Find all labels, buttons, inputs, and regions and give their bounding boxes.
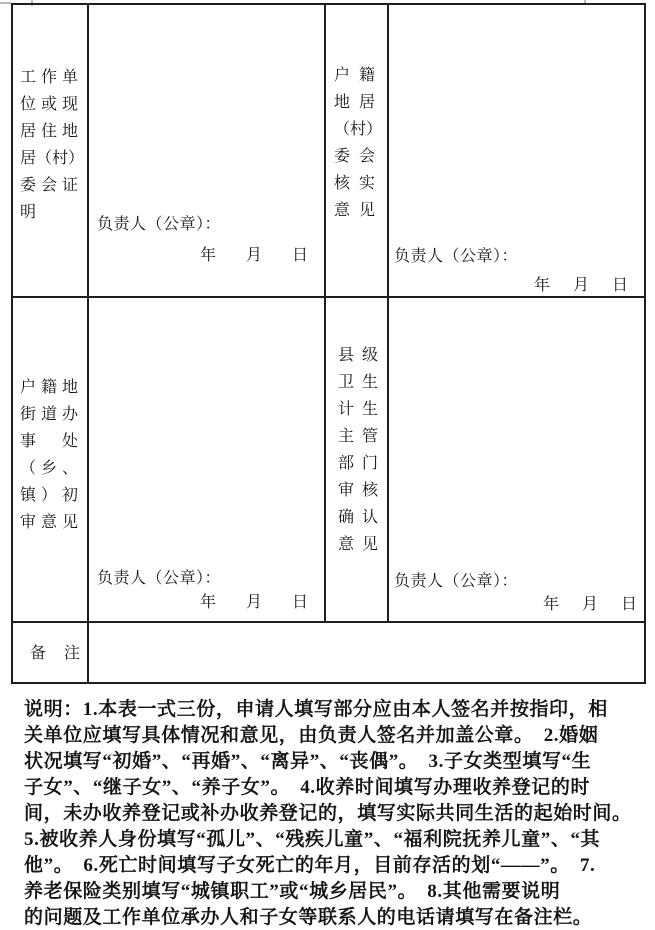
label-line: 计 生 (338, 401, 378, 418)
note-line: 间，未办收养登记或补办收养登记的，填写实际共同生活的起始时间。 (24, 803, 632, 824)
work-unit-cert-manager-line: 负责人（公章）： (97, 216, 222, 233)
note-line: 他”。 6.死亡时间填写子女死亡的年月，目前存活的划“——”。 7. (24, 855, 596, 876)
label-line: 意 见 (338, 536, 378, 553)
note-line: 状况填写“初婚”、“再婚”、“离异”、“丧偶”。 3.子女类型填写“生 (24, 751, 592, 772)
table-divider-row2 (11, 621, 646, 623)
label-line: （ 村 ） (334, 121, 383, 138)
table-divider-col1 (87, 3, 89, 684)
label-line: 居 （ 村 ） (20, 150, 85, 167)
label-line: 核 实 (334, 175, 375, 192)
label-line: 工 作 单 (20, 69, 78, 86)
household-verify-manager-line: 负责人（公章）： (394, 248, 519, 265)
table-divider-col2 (324, 3, 326, 623)
work-unit-cert-date-line: 年 月 日 (200, 247, 309, 264)
label-line: 县 级 (338, 347, 378, 364)
label-line: （ 乡 、 (20, 460, 78, 477)
notes-paragraph (24, 697, 646, 930)
street-review-label (20, 374, 78, 536)
label-line: 委 会 (334, 148, 375, 165)
label-line: 位 或 现 (20, 96, 78, 113)
county-confirm-date-line: 年 月 日 (543, 596, 638, 613)
label-line: 委 会 证 (20, 177, 78, 194)
work-unit-cert-label (20, 64, 85, 226)
label-line: 备 注 (30, 645, 80, 662)
table-divider-row1 (11, 296, 646, 298)
household-verify-date-line: 年 月 日 (534, 277, 629, 294)
note-line: 5.被收养人身份填写“孤儿”、“残疾儿童”、“福利院抚养儿童”、“其 (24, 829, 601, 850)
label-line: 审 意 见 (20, 514, 78, 531)
county-confirm-label (338, 342, 378, 558)
label-line: 意 见 (334, 202, 375, 219)
label-line: 街 道 办 (20, 406, 78, 423)
household-verify-label (334, 62, 383, 224)
label-line: 地 居 (334, 94, 375, 111)
label-line: 户 籍 (334, 67, 375, 84)
label-line: 镇 ） 初 (20, 487, 78, 504)
note-line: 子女”、“继子女”、“养子女”。 4.收养时间填写办理收养登记的时 (24, 777, 591, 798)
label-line: 明 (20, 204, 37, 221)
label-line: 户 籍 地 (20, 379, 78, 396)
county-confirm-manager-line: 负责人（公章）： (394, 573, 519, 590)
label-line: 主 管 (338, 428, 378, 445)
note-line: 养老保险类别填写“城镇职工”或“城乡居民”。 8.其他需要说明 (24, 881, 561, 902)
street-review-manager-line: 负责人（公章）： (97, 570, 222, 587)
table-divider-col3 (387, 3, 389, 623)
label-line: 确 认 (338, 509, 378, 526)
label-line: 审 核 (338, 482, 378, 499)
label-line: 居 住 地 (20, 123, 78, 140)
crop-artifact-left (0, 2, 11, 4)
note-line: 说明：1.本表一式三份，申请人填写部分应由本人签名并按指印，相 (24, 699, 608, 720)
label-line: 卫 生 (338, 374, 378, 391)
label-line: 部 门 (338, 455, 378, 472)
note-line: 关单位应填写具体情况和意见，由负责人签名并加盖公章。 2.婚姻 (24, 725, 599, 746)
street-review-date-line: 年 月 日 (200, 594, 309, 611)
note-line: 的问题及工作单位承办人和子女等联系人的电话请填写在备注栏。 (24, 907, 593, 928)
label-line: 事 处 (20, 433, 78, 450)
remark-label (30, 645, 80, 662)
